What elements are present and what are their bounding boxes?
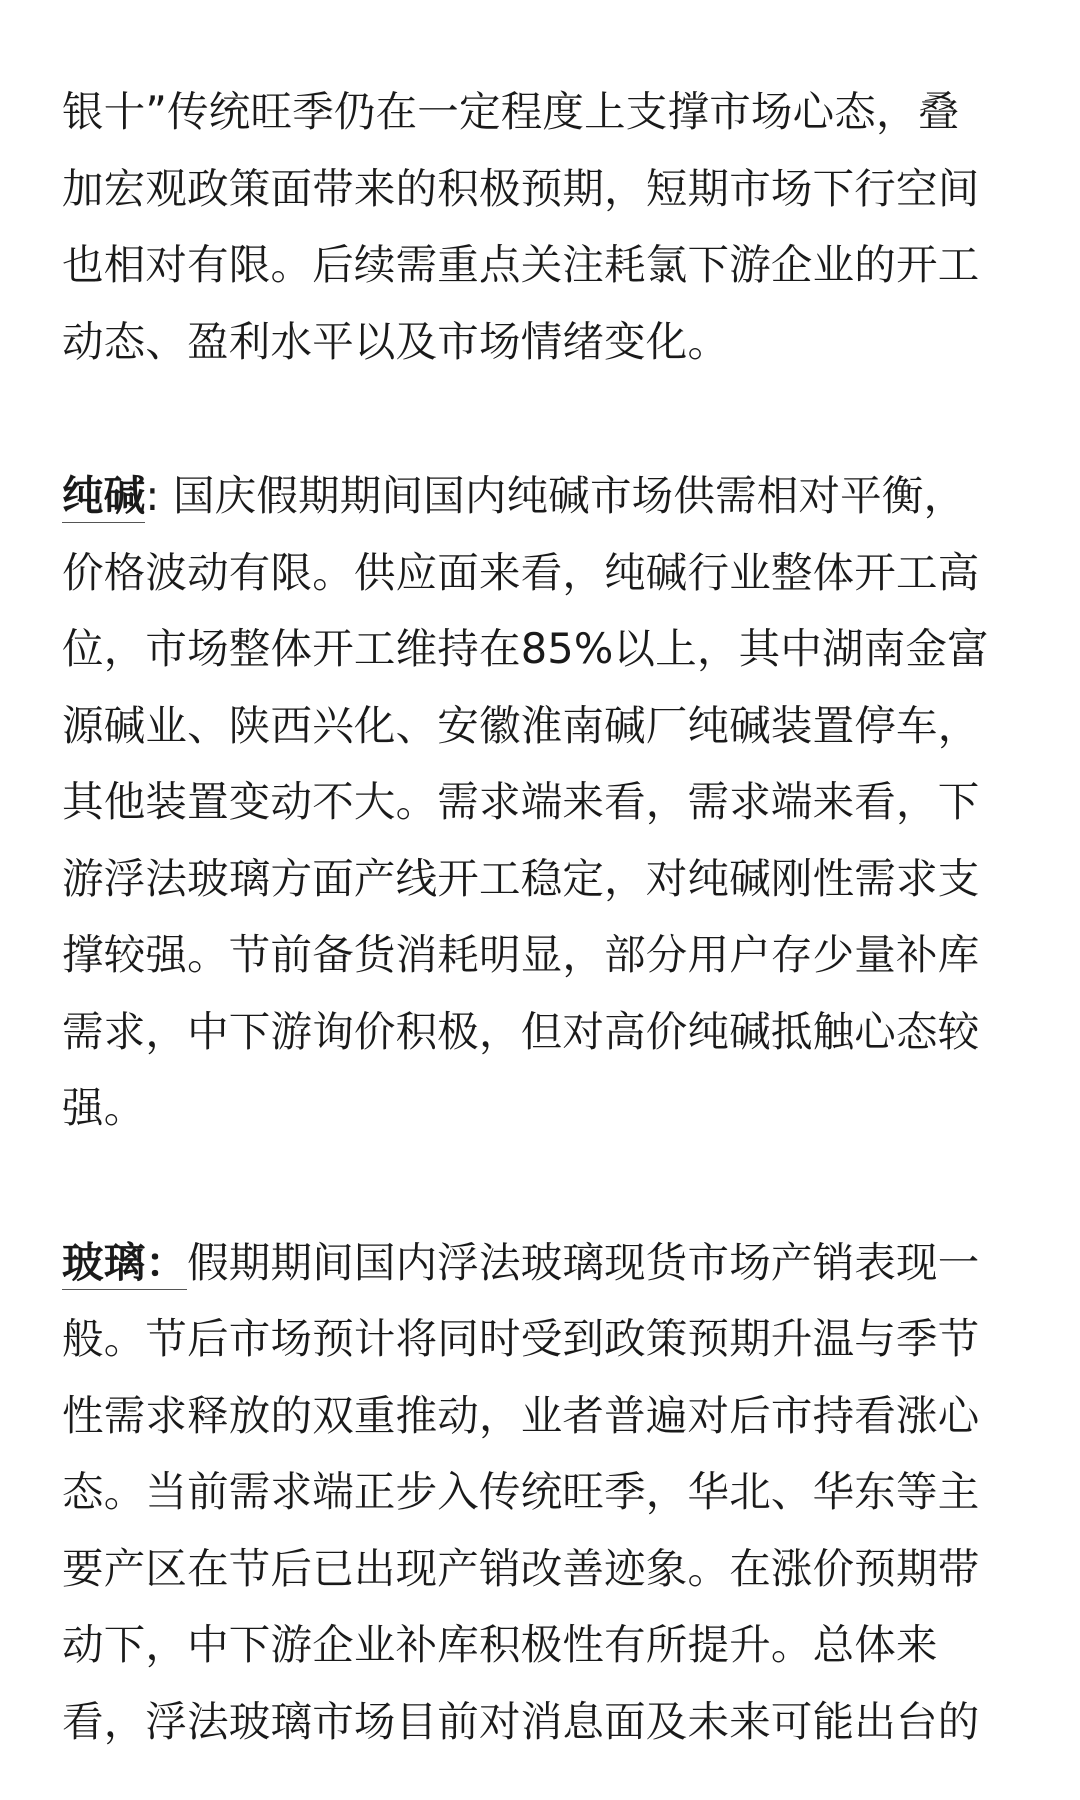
text-line	[62, 1225, 1034, 1302]
text-line: 银十”传统旺季仍在一定程度上支撑市场心态，叠	[62, 87, 960, 136]
text-line: 价格波动有限。供应面来看，纯碱行业整体开工高	[62, 547, 980, 597]
text-line: 看，浮法玻璃市场目前对消息面及未来可能出台的	[62, 1696, 980, 1746]
text-line: 态。当前需求端正步入传统旺季，华北、华东等主	[62, 1467, 980, 1516]
text-line	[62, 458, 1034, 535]
text-line: 要产区在节后已出现产销改善迹象。在涨价预期带	[62, 1543, 980, 1593]
soda-ash-heading: 纯碱	[62, 471, 145, 523]
text-line: 其他装置变动不大。需求端来看，需求端来看，下	[62, 777, 980, 826]
glass-paragraph	[62, 1225, 1034, 1761]
text-line: 动下，中下游企业补库积极性有所提升。总体来	[62, 1620, 938, 1669]
glass-heading: 玻璃：	[62, 1238, 187, 1290]
text-line: 也相对有限。后续需重点关注耗氯下游企业的开工	[62, 240, 980, 289]
text-line: 游浮法玻璃方面产线开工稳定，对纯碱刚性需求支	[62, 853, 980, 903]
text-line: 位，市场整体开工维持在85%以上，其中湖南金富	[62, 624, 989, 673]
text-line: 加宏观政策面带来的积极预期，短期市场下行空间	[62, 163, 980, 213]
glass-first-line: 假期期间国内浮法玻璃现货市场产销表现一	[187, 1237, 980, 1287]
article-body	[62, 74, 1034, 1760]
text-line: 动态、盈利水平以及市场情绪变化。	[62, 316, 730, 366]
soda-ash-first-line: : 国庆假期期间国内纯碱市场供需相对平衡，	[145, 471, 966, 520]
text-line: 强。	[62, 1083, 146, 1132]
text-line: 般。节后市场预计将同时受到政策预期升温与季节	[62, 1314, 980, 1363]
soda-ash-paragraph	[62, 458, 1034, 1147]
intro-paragraph	[62, 74, 1034, 380]
text-line: 源碱业、陕西兴化、安徽淮南碱厂纯碱装置停车，	[62, 700, 980, 750]
text-line: 性需求释放的双重推动，业者普遍对后市持看涨心	[62, 1390, 980, 1440]
text-line: 需求，中下游询价积极，但对高价纯碱抵触心态较	[62, 1006, 980, 1056]
text-line: 撑较强。节前备货消耗明显，部分用户存少量补库	[62, 930, 980, 979]
